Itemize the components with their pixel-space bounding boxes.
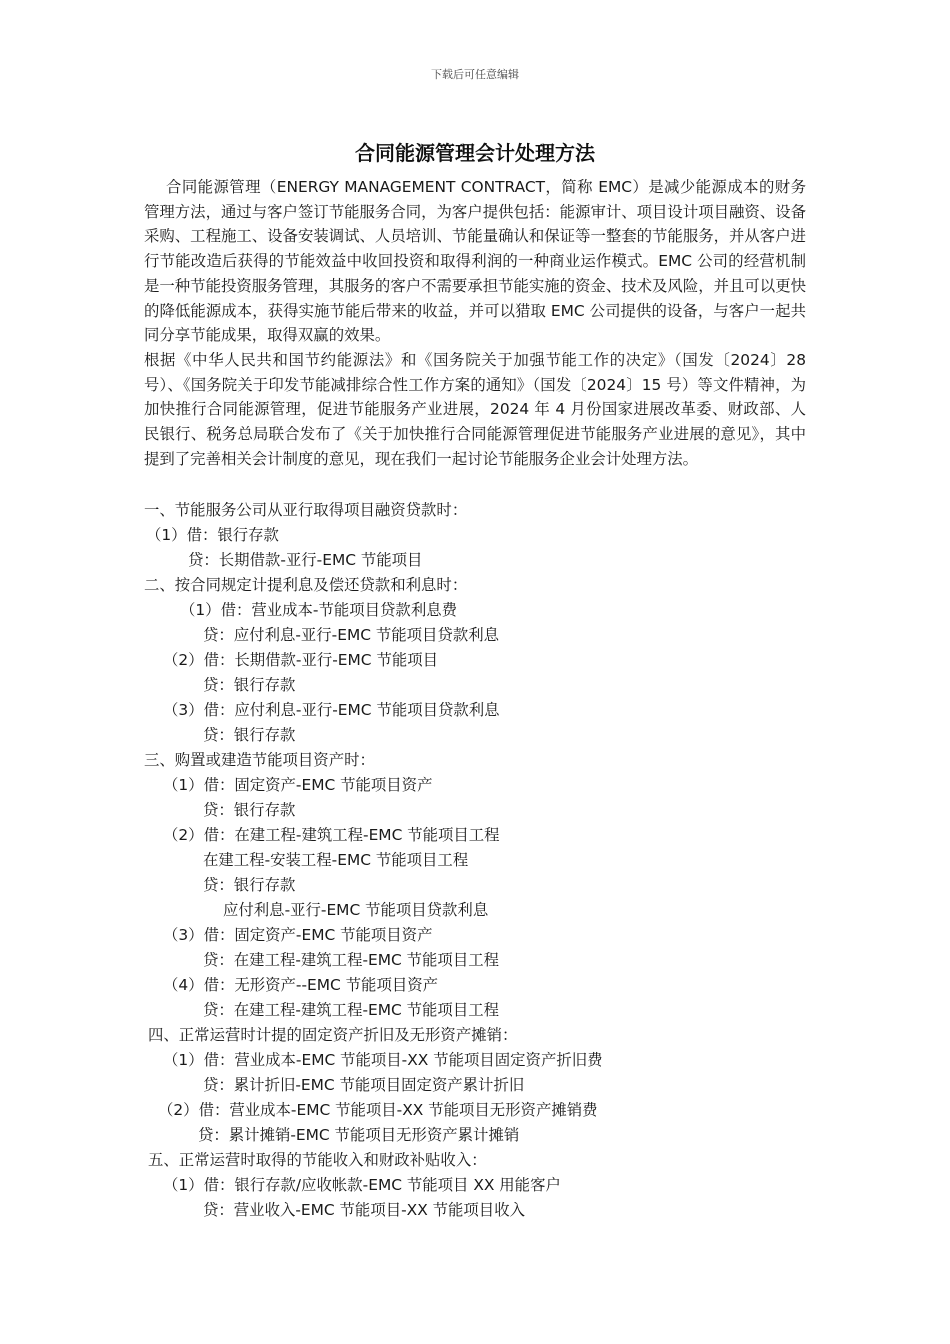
entry-debit: （2）借：在建工程-建筑工程-EMC 节能项目工程 [163, 826, 500, 844]
section-heading-5: 五、正常运营时取得的节能收入和财政补贴收入： [148, 1151, 487, 1169]
entry-credit: 贷：在建工程-建筑工程-EMC 节能项目工程 [203, 1001, 499, 1019]
section-heading-3: 三、购置或建造节能项目资产时： [144, 751, 375, 769]
entry-credit: 贷：银行存款 [203, 676, 296, 694]
entry-credit: 贷：银行存款 [203, 801, 296, 819]
entry-debit: （3）借：固定资产-EMC 节能项目资产 [163, 926, 433, 944]
entry-credit: 贷：累计折旧-EMC 节能项目固定资产累计折旧 [203, 1076, 525, 1094]
entry-debit: （1）借：营业成本-节能项目贷款利息费 [180, 601, 457, 619]
section-heading-1: 一、节能服务公司从亚行取得项目融资贷款时： [144, 501, 468, 519]
entry-credit-continued: 应付利息-亚行-EMC 节能项目贷款利息 [223, 901, 489, 919]
entry-credit: 贷：长期借款-亚行-EMC 节能项目 [188, 551, 423, 569]
entry-debit: （1）借：固定资产-EMC 节能项目资产 [163, 776, 433, 794]
page-header: 下载后可任意编辑 [431, 68, 519, 81]
entry-credit: 贷：银行存款 [203, 876, 296, 894]
entry-debit: （3）借：应付利息-亚行-EMC 节能项目贷款利息 [163, 701, 500, 719]
section-heading-4: 四、正常运营时计提的固定资产折旧及无形资产摊销： [148, 1026, 518, 1044]
entry-debit: （2）借：营业成本-EMC 节能项目-XX 节能项目无形资产摊销费 [158, 1101, 598, 1119]
entry-credit: 贷：营业收入-EMC 节能项目-XX 节能项目收入 [203, 1201, 525, 1219]
policy-paragraph: 根据《中华人民共和国节约能源法》和《国务院关于加强节能工作的决定》（国发〔2024〕28 号）、《国务院关于印发节能减排综合性工作方案的通知》（国发〔2024〕15 号）等文件精神，为加快推行合同能源管理，促进节能服务产业进展，2024 年 4 月份国家进展改革委、财政部、人民银行、税务总局联合发布了《关于加快推行合同能源管理促进节能服务产业进展的意见》，其中提到了完善相关会计制度的意见，现在我们一起讨论节能服务企业会计处理方法。 [144, 351, 806, 468]
entry-credit: 贷：银行存款 [203, 726, 296, 744]
entry-credit: 贷：累计摊销-EMC 节能项目无形资产累计摊销 [198, 1126, 520, 1144]
entry-debit: （1）借：银行存款/应收帐款-EMC 节能项目 XX 用能客户 [163, 1176, 561, 1194]
intro-paragraph: 合同能源管理（ENERGY MANAGEMENT CONTRACT，简称 EMC）是减少能源成本的财务管理方法，通过与客户签订节能服务合同，为客户提供包括：能源审计、项目设计项目融资、设备采购、工程施工、设备安装调试、人员培训、节能量确认和保证等一整套的节能服务，并从客户进行节能改造后获得的节能效益中收回投资和取得利润的一种商业运作模式。EMC 公司的经营机制是一种节能投资服务管理，其服务的客户不需要承担节能实施的资金、技术及风险，并且可以更快的降低能源成本，获得实施节能后带来的收益，并可以猎取 EMC 公司提供的设备，与客户一起共同分享节能成果，取得双赢的效果。 [144, 178, 806, 345]
entry-credit: 贷：在建工程-建筑工程-EMC 节能项目工程 [203, 951, 499, 969]
entry-debit: （1）借：营业成本-EMC 节能项目-XX 节能项目固定资产折旧费 [163, 1051, 603, 1069]
entry-debit: （4）借：无形资产--EMC 节能项目资产 [163, 976, 439, 994]
entry-debit: （1）借：银行存款 [146, 526, 279, 544]
entry-debit-continued: 在建工程-安装工程-EMC 节能项目工程 [203, 851, 469, 869]
entry-debit: （2）借：长期借款-亚行-EMC 节能项目 [163, 651, 439, 669]
section-heading-2: 二、按合同规定计提利息及偿还贷款和利息时： [144, 576, 468, 594]
document-title: 合同能源管理会计处理方法 [355, 141, 595, 165]
entry-credit: 贷：应付利息-亚行-EMC 节能项目贷款利息 [203, 626, 499, 644]
